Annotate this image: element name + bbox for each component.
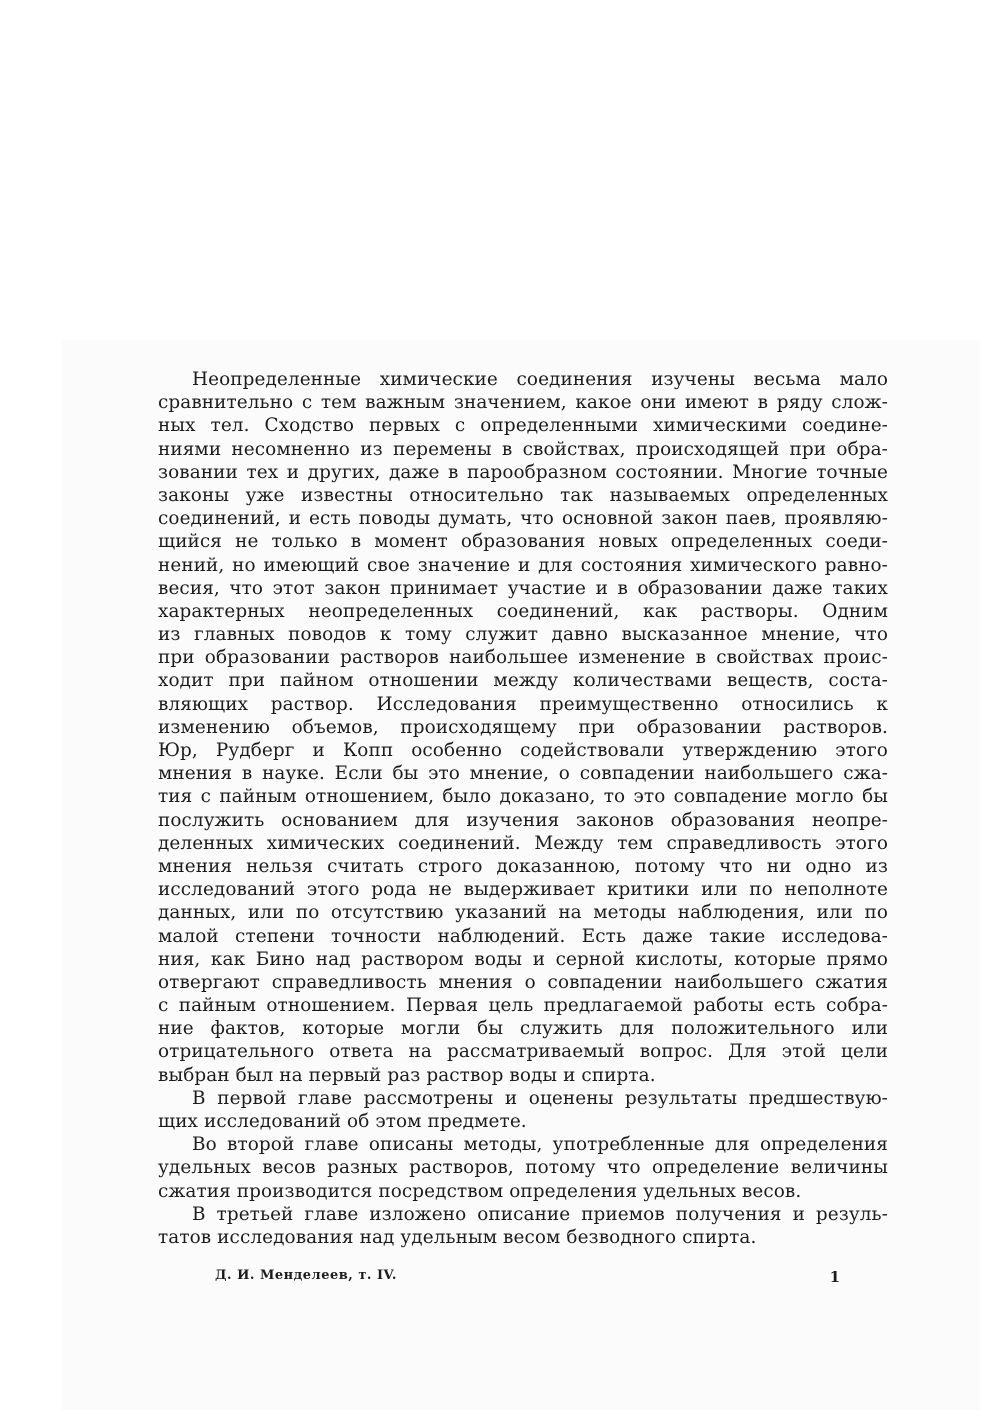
text-line: отвергают справедливость мнения о совпадении наибольшего сжатия [158, 971, 888, 993]
text-line: щийся не только в момент образования новых определенных соеди- [158, 531, 888, 553]
text-line: Юр, Рудберг и Копп особенно содействовали утверждению этого [158, 740, 888, 761]
text-line: с пайным отношением. Первая цель предлагаемой работы есть собра- [158, 995, 888, 1017]
text-line: ниями несомненно из перемены в свойствах, происходящей при обра- [158, 438, 888, 460]
text-line: ных тел. Сходство первых с определенными химическими соедине- [158, 415, 888, 437]
running-footer-author: Д. И. Менделеев, т. IV. [215, 1268, 397, 1283]
text-line: нений, но имеющий свое значение и для состояния химического равно- [158, 554, 888, 576]
text-line: при образовании растворов наибольшее изменение в свойствах проис- [158, 647, 888, 669]
text-line: В третьей главе изложено описание приемов получения и резуль- [192, 1203, 888, 1225]
text-line: ние фактов, которые могли бы служить для положительного или [158, 1018, 888, 1040]
text-line: отрицательного ответа на рассматриваемый вопрос. Для этой цели [158, 1041, 888, 1063]
text-line: тия с пайным отношением, было доказано, то это совпадение могло бы [158, 786, 888, 808]
text-line: щих исследований об этом предмете. [158, 1111, 527, 1132]
text-line: В первой главе рассмотрены и оценены результаты предшествую- [192, 1087, 888, 1109]
text-line: данных, или по отсутствию указаний на методы наблюдения, или по [158, 902, 888, 924]
body-text [158, 368, 888, 1249]
text-line: характерных неопределенных соединений, как растворы. Одним [158, 600, 888, 622]
text-line: выбран был на первый раз раствор воды и спирта. [158, 1064, 656, 1086]
text-line: изменению объемов, происходящему при образовании растворов. [158, 716, 888, 738]
text-line: Неопределенные химические соединения изучены весьма мало [192, 369, 888, 390]
text-line: мнения нельзя считать строго доказанною, потому что ни одно из [158, 855, 888, 877]
page-number: 1 [829, 1268, 840, 1286]
text-line: сжатия производится посредством определения удельных весов. [158, 1180, 802, 1202]
text-line: татов исследования над удельным весом безводного спирта. [158, 1226, 757, 1248]
text-line: вляющих раствор. Исследования преимущественно относились к [158, 693, 888, 715]
text-line: Во второй главе описаны методы, употребленные для определения [192, 1134, 888, 1156]
text-line: послужить основанием для изучения законов образования неопре- [158, 809, 888, 831]
paragraphs [158, 368, 888, 1249]
text-line: ния, как Бино над раствором воды и серной кислоты, которые прямо [158, 948, 888, 970]
text-line: деленных химических соединений. Между тем справедливость этого [158, 832, 888, 854]
text-line: малой степени точности наблюдений. Есть даже такие исследова- [158, 925, 888, 947]
text-line: весия, что этот закон принимает участие и в образовании даже таких [158, 577, 888, 599]
text-line: исследований этого рода не выдерживает критики или по неполноте [158, 879, 888, 901]
text-line: удельных весов разных растворов, потому что определение величины [158, 1157, 888, 1179]
text-line: зовании тех и других, даже в парообразном состоянии. Многие точные [158, 461, 888, 483]
text-line: соединений, и есть поводы думать, что основной закон паев, проявляю- [158, 508, 888, 530]
text-line: из главных поводов к тому служит давно высказанное мнение, что [158, 624, 888, 646]
text-line: сравнительно с тем важным значением, какое они имеют в ряду слож- [158, 392, 888, 414]
text-line: законы уже известны относительно так называемых определенных [158, 484, 888, 506]
text-line: ходит при пайном отношении между количествами веществ, соста- [158, 670, 888, 692]
text-line: мнения в науке. Если бы это мнение, о совпадении наибольшего сжа- [158, 763, 888, 785]
